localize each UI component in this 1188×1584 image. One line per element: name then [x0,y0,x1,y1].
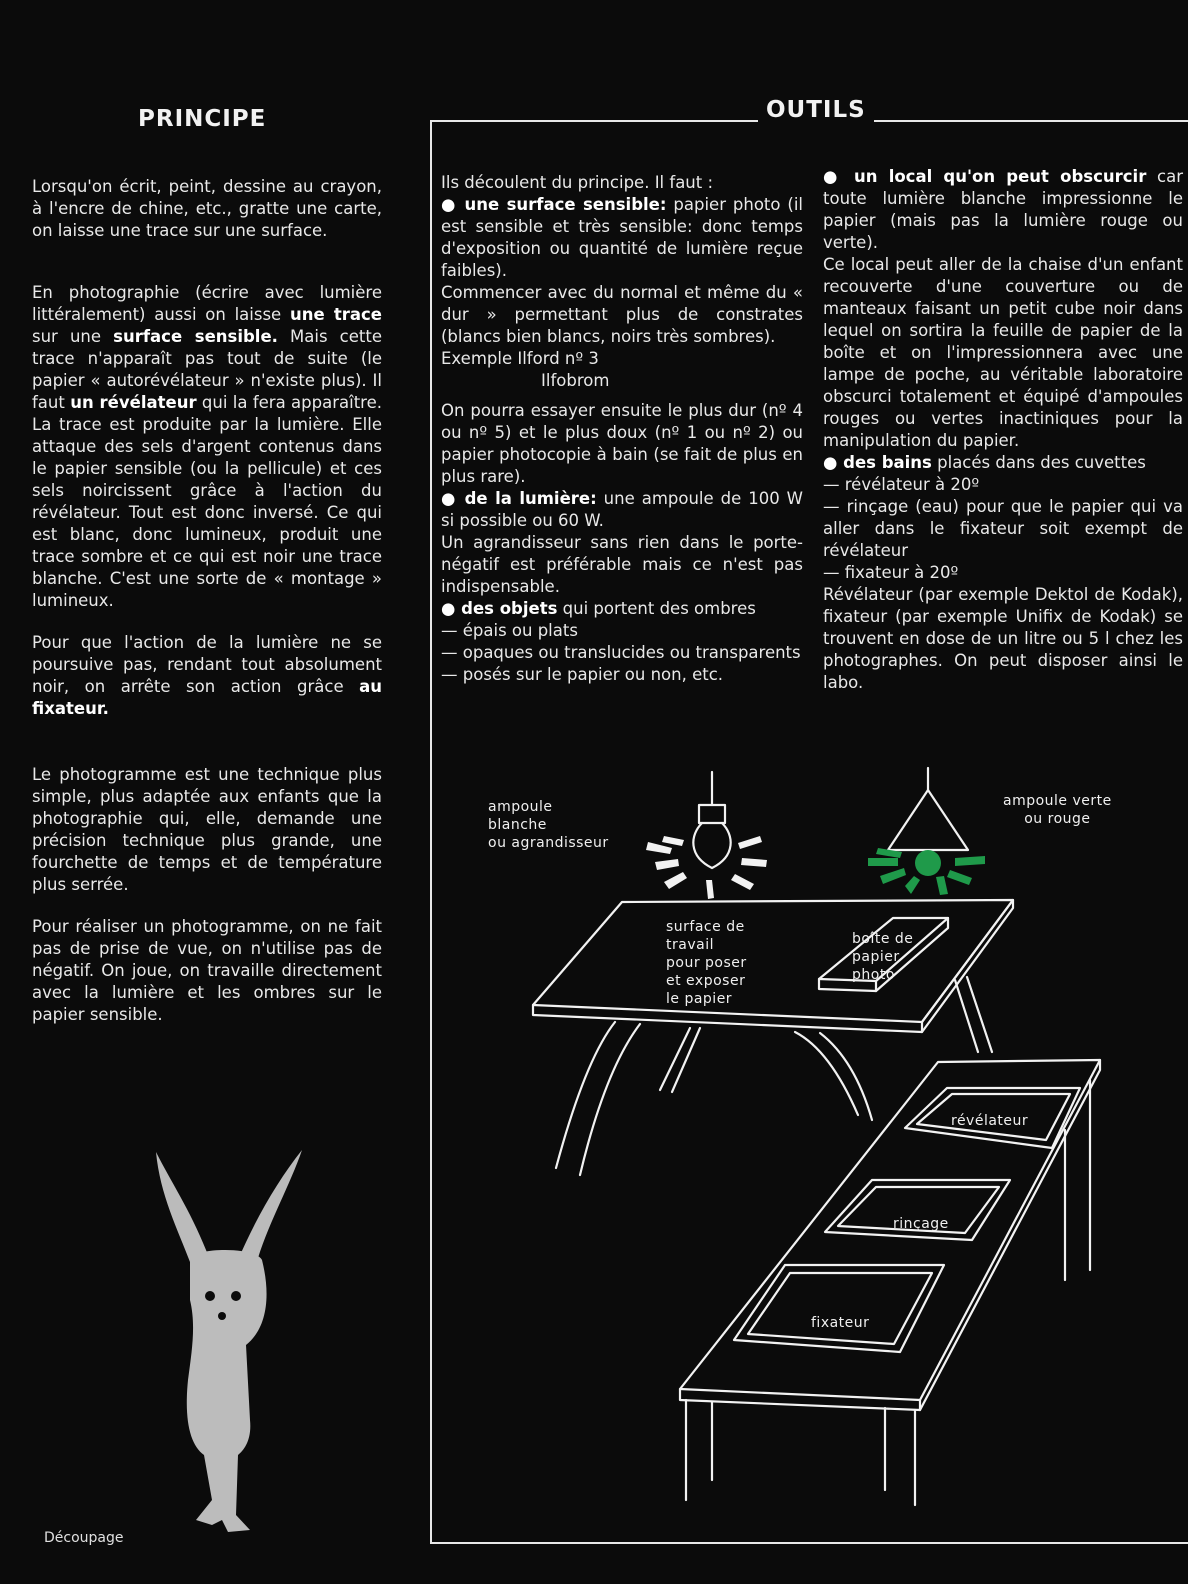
outils-objet-1: — épais ou plats [441,621,578,640]
outils-bain-1: — révélateur à 20º [823,475,980,494]
outils-local: ● un local qu'on peut obscurcir car toute lumière blanche impressionne le papier (mais pas la lumière rouge ou verte). [823,167,1183,252]
outils-surface: ● une surface sensible: papier photo (il est sensible et très sensible: donc temps d'exposition ou quantité de lumière reçue faibles). [441,195,804,280]
outils-objet-2: — opaques ou translucides ou transparents [441,643,801,662]
label-ampoule-verte: ampoule verte ou rouge [1003,793,1112,827]
label-surface-travail: surface de travail pour poser et exposer le papier [666,919,747,1007]
outils-exemple: Exemple Ilford nº 3 [441,349,599,368]
principe-paragraph-3: Pour que l'action de la lumière ne se poursuive pas, rendant tout absolument noir, on arrête son action grâce au fixateur. [32,633,382,718]
white-light-rays [646,836,767,899]
fixateur-tray-icon [734,1265,944,1352]
outils-revelateur-note: Révélateur (par exemple Dektol de Kodak), fixateur (par exemple Unifix de Kodak) se trouvent en dose de un litre ou 5 l chez les photographes. On peut disposer ainsi le labo. [823,585,1183,692]
green-lamp-icon [888,768,968,850]
outils-intro: Ils découlent du principe. Il faut : [441,173,714,192]
label-ampoule-blanche: ampoule blanche ou agrandisseur [488,799,609,851]
label-boite-papier: boîte de papier photo [852,931,914,983]
image-caption: Découpage [44,1530,124,1546]
outils-agrandisseur: Un agrandisseur sans rien dans le porte-négatif est préférable mais ce n'est pas indispensable. [441,533,803,596]
outils-lumiere: ● de la lumière: une ampoule de 100 W si possible ou 60 W. [441,489,804,530]
white-bulb-icon [693,772,730,868]
outils-local-2: Ce local peut aller de la chaise d'un enfant recouverte d'une couverture ou de manteaux faisant un petit cube noir dans lequel on sortira la feuille de papier de la boîte et on l'impressionnera avec une lampe de poche, au véritable laboratoire obscurci totalement et équipé d'ampoules rouges ou vertes inactiniques pour la manipulation du papier. [823,255,1183,450]
principe-paragraph-4: Le photogramme est une technique plus simple, plus adaptée aux enfants que la photographie qui, elle, demande une précision technique plus grande, une fourchette de temps et de température plus serrée. [32,765,382,894]
principe-paragraph-1: Lorsqu'on écrit, peint, dessine au crayon, à l'encre de chine, etc., gratte une carte, on laisse une trace sur une surface. [32,177,382,240]
outils-objets: ● des objets qui portent des ombres [441,599,756,618]
outils-bain-3: — fixateur à 20º [823,563,959,582]
label-revelateur-tray: révélateur [951,1113,1029,1129]
rabbit-photogram-image [156,1150,302,1532]
outils-objet-3: — posés sur le papier ou non, etc. [441,665,724,684]
outils-pourra: On pourra essayer ensuite le plus dur (nº 4 ou nº 5) et le plus doux (nº 1 ou nº 2) ou papier photocopie à bain (se fait de plus en plus rare). [441,401,803,486]
outils-title: OUTILS [758,97,874,123]
label-fixateur-tray: fixateur [811,1315,870,1331]
outils-ilfobrom: Ilfobrom [541,371,610,390]
principe-paragraph-5: Pour réaliser un photogramme, on ne fait pas de prise de vue, on n'utilise pas de négatif. On joue, on travaille directement avec la lumière et les ombres sur le papier sensible. [32,917,382,1024]
outils-bains: ● des bains placés dans des cuvettes [823,453,1146,472]
tray-table-icon [680,1060,1100,1505]
green-light-rays [868,848,985,895]
principe-title: PRINCIPE [138,106,267,132]
label-rincage-tray: rinçage [893,1216,949,1232]
outils-commencer: Commencer avec du normal et même du « dur » permettant plus de constrates (blancs bien blancs, noirs très sombres). [441,283,803,346]
principe-paragraph-2: En photographie (écrire avec lumière littéralement) aussi on laisse une trace sur une surface sensible. Mais cette trace n'apparaît pas tout de suite (le papier « autorévélateur » n'existe plus). Il faut un révélateur qui la fera apparaître. La trace est produite par la lumière. Elle attaque des sels d'argent contenus dans le papier sensible (ou la pellicule) et ces sels noircissent grâce à l'action du révélateur. Tout est donc inversé. Ce qui est blanc, donc lumineux, produit une trace sombre et ce qui est noir une trace blanche. C'est une sorte de « montage » lumineux. [32,283,383,610]
outils-bain-2: — rinçage (eau) pour que le papier qui va aller dans le fixateur soit exempt de révélateur [823,497,1183,560]
